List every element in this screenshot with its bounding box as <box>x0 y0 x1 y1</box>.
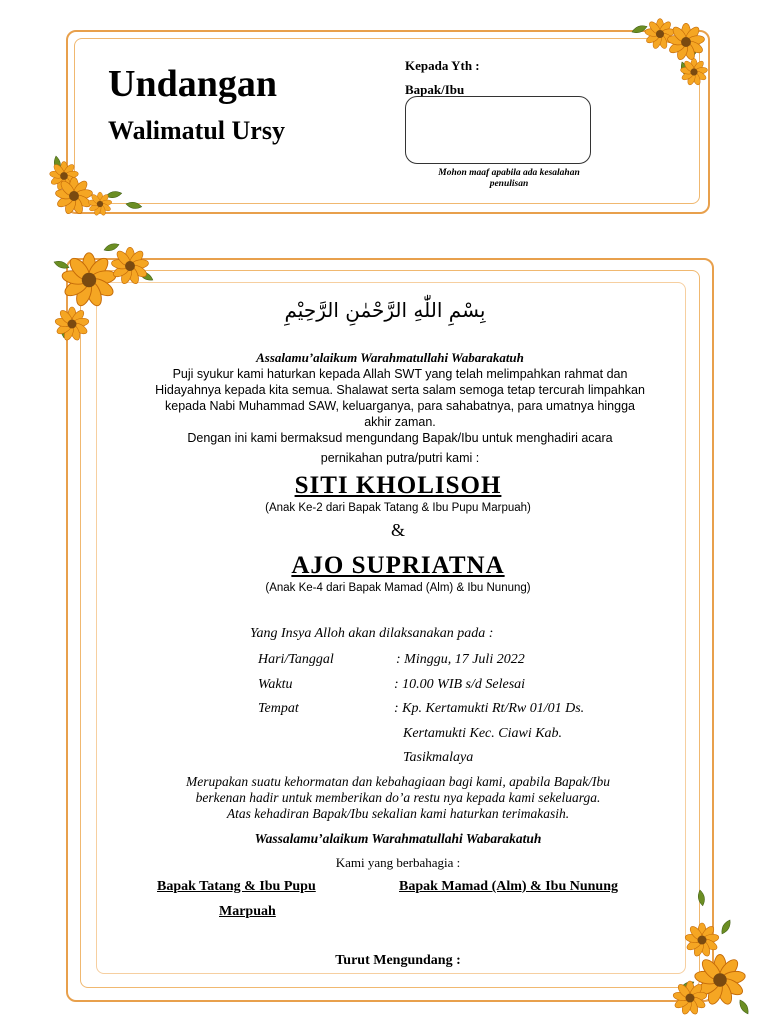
signed-intro: Kami yang berbahagia : <box>335 855 461 870</box>
intro-line-3: kepada Nabi Muhammad SAW, keluarganya, para sahabatnya, para umatnya hingga <box>165 399 635 413</box>
day-value: : Minggu, 17 Juli 2022 <box>396 652 525 667</box>
apology-line-1: Mohon maaf apabila ada kesalahan <box>438 168 580 178</box>
place-value-2: Kertamukti Kec. Ciawi Kab. <box>403 726 563 741</box>
signer-right: Bapak Mamad (Alm) & Ibu Nunung <box>399 879 618 894</box>
time-label: Waktu <box>258 677 293 692</box>
intro-line-4: akhir zaman. <box>364 415 436 429</box>
closing-paragraph <box>100 774 696 822</box>
bismillah-calligraphy: بِسْمِ اللّٰهِ الرَّحْمٰنِ الرَّحِيْمِ <box>284 298 486 322</box>
flower-corner-bottom-left-icon <box>46 146 146 216</box>
recipient-address-box[interactable] <box>405 96 591 164</box>
groom-name: AJO SUPRIATNA <box>291 552 505 579</box>
farewell: Wassalamu’alaikum Warahmatullahi Wabarakatuh <box>254 831 542 846</box>
intro-paragraph <box>100 366 700 446</box>
time-value: : 10.00 WIB s/d Selesai <box>394 677 526 692</box>
intro-line-5: Dengan ini kami bermaksud mengundang Bapak/Ibu untuk menghadiri acara <box>187 431 613 445</box>
bride-name: SITI KHOLISOH <box>294 472 502 499</box>
intro-line-6: pernikahan putra/putri kami : <box>320 451 480 465</box>
bride-parents: (Anak Ke-2 dari Bapak Tatang & Ibu Pupu Marpuah) <box>265 502 531 514</box>
intro-line-2: Hidayahnya kepada kita semua. Shalawat serta salam semoga tetap tercurah limpahkan <box>155 383 645 397</box>
place-value-1: : Kp. Kertamukti Rt/Rw 01/01 Ds. <box>394 701 585 716</box>
place-value-3: Tasikmalaya <box>403 750 474 765</box>
to-label: Kepada Yth : <box>405 58 480 73</box>
signer-left-line-1: Bapak Tatang & Ibu Pupu <box>157 879 316 894</box>
recipient-label: Bapak/Ibu <box>405 82 465 97</box>
signer-left-line-2: Marpuah <box>219 904 276 919</box>
page-title: Undangan <box>108 63 277 105</box>
flower-corner-top-right-icon <box>612 12 712 92</box>
closing-line-1: Merupakan suatu kehormatan dan kebahagiaan bagi kami, apabila Bapak/Ibu <box>185 774 611 789</box>
groom-parents: (Anak Ke-4 dari Bapak Mamad (Alm) & Ibu Nunung) <box>265 582 531 594</box>
flower-corner-bottom-right-icon <box>650 880 760 1020</box>
closing-line-2: berkenan hadir untuk memberikan do’a restu nya kepada kami sekeluarga. <box>195 790 601 805</box>
intro-line-1: Puji syukur kami haturkan kepada Allah SWT yang telah melimpahkan rahmat dan <box>172 367 628 381</box>
greeting: Assalamu’alaikum Warahmatullahi Wabarakatuh <box>256 350 524 365</box>
day-label: Hari/Tanggal <box>258 652 334 667</box>
page-subtitle: Walimatul Ursy <box>108 116 285 145</box>
flower-corner-top-left-icon <box>44 242 164 352</box>
co-invite-label: Turut Mengundang : <box>335 953 461 968</box>
apology-line-2: penulisan <box>489 179 529 189</box>
ampersand: & <box>390 520 405 540</box>
apology-note <box>395 168 623 190</box>
place-label: Tempat <box>258 701 299 716</box>
closing-line-3: Atas kehadiran Bapak/Ibu sekalian kami haturkan terimakasih. <box>226 806 570 821</box>
schedule-intro: Yang Insya Alloh akan dilaksanakan pada : <box>250 626 494 641</box>
